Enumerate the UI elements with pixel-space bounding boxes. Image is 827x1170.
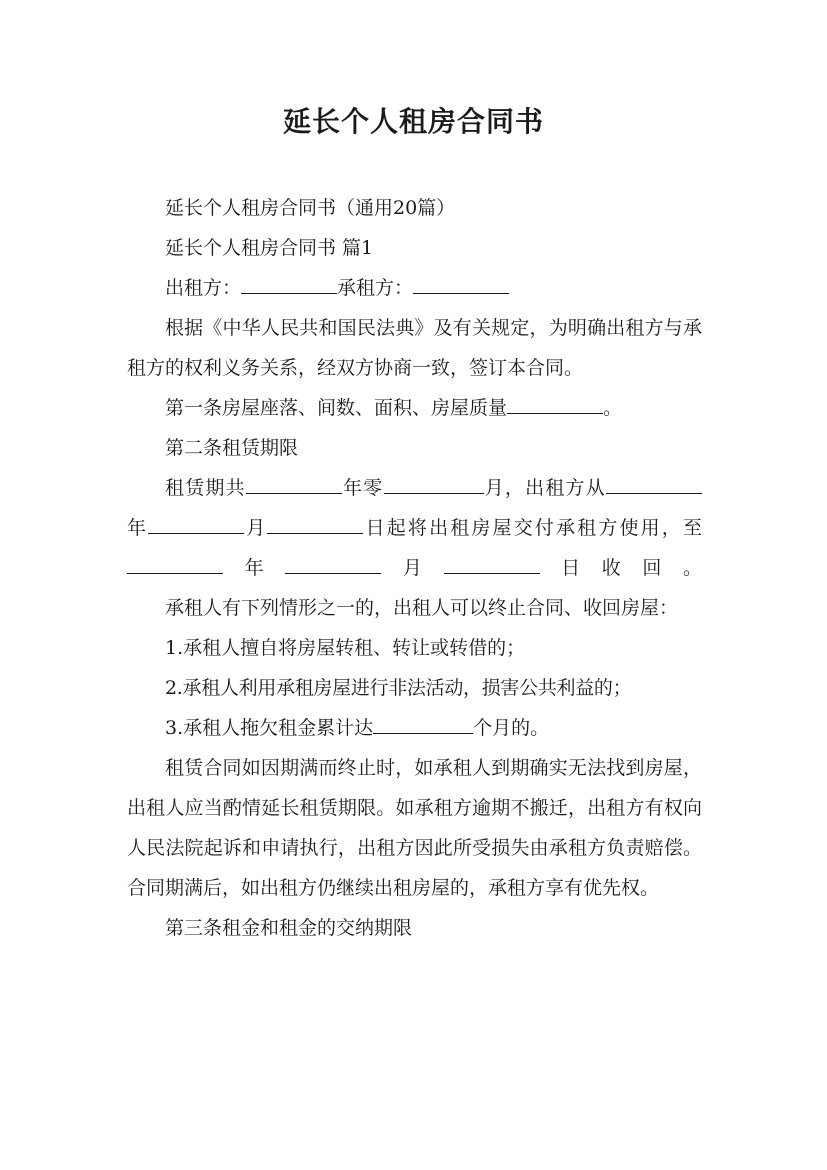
end-day-blank xyxy=(444,553,540,574)
termination-item-3 xyxy=(127,708,702,748)
end-year-blank xyxy=(127,553,223,574)
termination-item-1: 1.承租人擅自将房屋转租、转让或转借的； xyxy=(165,637,526,659)
lease-term-text: 年 xyxy=(223,557,286,579)
renewal-paragraph: 租赁合同如因期满而终止时，如承租人到期确实无法找到房屋，出租人应当酌情延长租赁期限。如承租方逾期不搬迁，出租方有权向人民法院起诉和申请执行，出租方因此所受损失由承租方负责赔偿。合同期满后，如出租方仍继续出租房屋的，承租方享有优先权。 xyxy=(127,757,702,899)
start-day-blank xyxy=(267,513,363,534)
lease-term-text: 月 xyxy=(244,517,268,539)
termination-intro: 承租人有下列情形之一的，出租人可以终止合同、收回房屋： xyxy=(165,597,679,619)
lease-term-text: 月 xyxy=(381,557,444,579)
lease-term-text: 日起将出租房屋交付承租方使用，至 xyxy=(363,517,702,539)
article-2-heading: 第二条租赁期限 xyxy=(165,437,299,459)
intro-paragraph: 根据《中华人民共和国民法典》及有关规定，为明确出租方与承租方的权利义务关系，经双方协商一致，签订本合同。 xyxy=(127,317,702,379)
lease-term-text: 年 xyxy=(127,517,149,539)
parties-line xyxy=(127,268,702,308)
house-quality-blank xyxy=(507,393,603,414)
article-1-end: 。 xyxy=(603,397,623,419)
end-month-blank xyxy=(285,553,381,574)
article-3-heading: 第三条租金和租金的交纳期限 xyxy=(165,917,413,939)
lease-term-text: 月，出租方从 xyxy=(483,477,606,499)
lessor-blank xyxy=(241,273,337,294)
item-3-end: 个月的。 xyxy=(473,717,550,739)
termination-item-2: 2.承租人利用承租房屋进行非法活动，损害公共利益的； xyxy=(165,677,632,699)
lessee-label: 承租方： xyxy=(337,277,414,299)
lease-term-text: 日收回。 xyxy=(539,557,702,579)
lease-months-blank xyxy=(384,473,484,494)
lease-years-blank xyxy=(246,473,342,494)
lessor-label: 出租方： xyxy=(165,277,242,299)
lease-term-paragraph xyxy=(127,468,702,588)
start-month-blank xyxy=(148,513,244,534)
article-1 xyxy=(127,388,702,428)
lease-term-text: 租赁期共 xyxy=(165,477,246,499)
section-heading: 延长个人租房合同书 篇1 xyxy=(165,237,374,259)
start-year-blank xyxy=(606,473,702,494)
lessee-blank xyxy=(413,273,509,294)
item-3-text: 3.承租人拖欠租金累计达 xyxy=(165,717,374,739)
document-title: 延长个人租房合同书 xyxy=(282,105,544,138)
document-body xyxy=(127,188,702,948)
article-1-text: 第一条房屋座落、间数、面积、房屋质量 xyxy=(165,397,508,419)
arrears-months-blank xyxy=(373,713,473,734)
document-subtitle: 延长个人租房合同书（通用20篇） xyxy=(165,197,456,219)
lease-term-text: 年零 xyxy=(341,477,384,499)
